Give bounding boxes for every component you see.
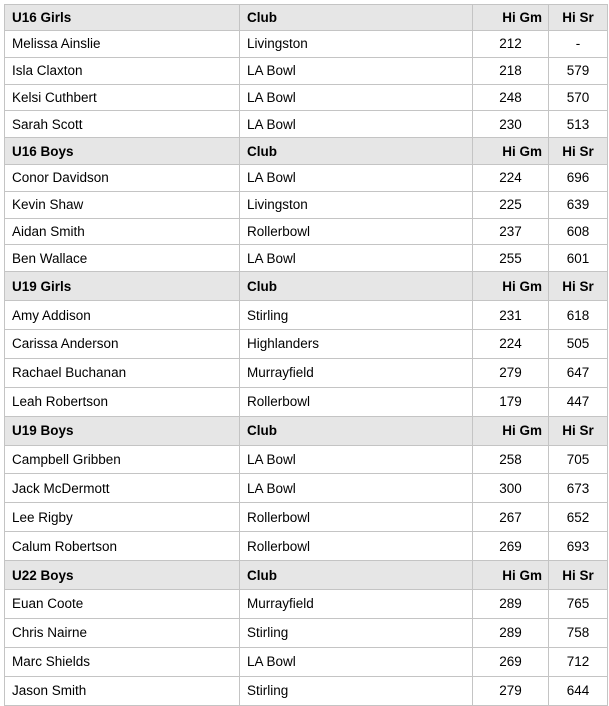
table-row (5, 329, 608, 358)
table-row (5, 111, 608, 138)
table-row (5, 532, 608, 561)
table-row (5, 31, 608, 58)
group-title: U19 Girls (5, 272, 240, 301)
group-title: U22 Boys (5, 561, 240, 590)
player-name: Marc Shields (5, 647, 240, 676)
hi-series-value: 447 (549, 387, 608, 416)
hi-game-value: 248 (473, 84, 549, 111)
hi-game-value: 269 (473, 532, 549, 561)
table-row (5, 474, 608, 503)
hi-series-value: 765 (549, 589, 608, 618)
table-row (5, 618, 608, 647)
group-header-row (5, 138, 608, 165)
hi-series-value: - (549, 31, 608, 58)
player-name: Euan Coote (5, 589, 240, 618)
hi-game-value: 279 (473, 358, 549, 387)
player-club: LA Bowl (240, 84, 473, 111)
hi-game-value: 237 (473, 218, 549, 245)
hi-series-value: 570 (549, 84, 608, 111)
club-column-header: Club (240, 138, 473, 165)
player-club: Stirling (240, 618, 473, 647)
hi-game-value: 212 (473, 31, 549, 58)
player-name: Rachael Buchanan (5, 358, 240, 387)
hi-series-value: 673 (549, 474, 608, 503)
table-row (5, 164, 608, 191)
hi-series-value: 513 (549, 111, 608, 138)
table-row (5, 387, 608, 416)
hi-series-value: 644 (549, 676, 608, 705)
player-name: Conor Davidson (5, 164, 240, 191)
player-name: Lee Rigby (5, 503, 240, 532)
hi-series-value: 712 (549, 647, 608, 676)
player-club: Murrayfield (240, 589, 473, 618)
hi-game-value: 279 (473, 676, 549, 705)
hi-series-value: 618 (549, 301, 608, 330)
group-header-row (5, 416, 608, 445)
player-name: Amy Addison (5, 301, 240, 330)
hi-sr-column-header: Hi Sr (549, 416, 608, 445)
player-club: LA Bowl (240, 111, 473, 138)
group-header-row (5, 272, 608, 301)
table-row (5, 647, 608, 676)
player-club: LA Bowl (240, 164, 473, 191)
results-table (4, 4, 608, 706)
player-name: Kevin Shaw (5, 191, 240, 218)
hi-series-value: 601 (549, 245, 608, 272)
hi-series-value: 705 (549, 445, 608, 474)
results-table-body (5, 5, 608, 706)
player-club: Livingston (240, 31, 473, 58)
player-name: Chris Nairne (5, 618, 240, 647)
player-club: Highlanders (240, 329, 473, 358)
hi-game-value: 230 (473, 111, 549, 138)
hi-game-value: 289 (473, 618, 549, 647)
player-club: Stirling (240, 301, 473, 330)
group-header-row (5, 561, 608, 590)
player-club: Rollerbowl (240, 218, 473, 245)
player-club: Stirling (240, 676, 473, 705)
player-club: LA Bowl (240, 647, 473, 676)
club-column-header: Club (240, 561, 473, 590)
group-header-row (5, 5, 608, 31)
hi-game-value: 224 (473, 329, 549, 358)
table-row (5, 245, 608, 272)
player-club: LA Bowl (240, 57, 473, 84)
table-row (5, 358, 608, 387)
group-title: U16 Girls (5, 5, 240, 31)
hi-sr-column-header: Hi Sr (549, 272, 608, 301)
player-club: Murrayfield (240, 358, 473, 387)
hi-game-value: 300 (473, 474, 549, 503)
table-row (5, 445, 608, 474)
hi-series-value: 639 (549, 191, 608, 218)
club-column-header: Club (240, 5, 473, 31)
table-row (5, 503, 608, 532)
hi-game-value: 269 (473, 647, 549, 676)
hi-gm-column-header: Hi Gm (473, 138, 549, 165)
hi-gm-column-header: Hi Gm (473, 416, 549, 445)
player-club: Livingston (240, 191, 473, 218)
table-row (5, 191, 608, 218)
player-club: LA Bowl (240, 474, 473, 503)
hi-series-value: 693 (549, 532, 608, 561)
player-name: Carissa Anderson (5, 329, 240, 358)
hi-game-value: 218 (473, 57, 549, 84)
hi-game-value: 224 (473, 164, 549, 191)
group-title: U16 Boys (5, 138, 240, 165)
player-name: Leah Robertson (5, 387, 240, 416)
hi-series-value: 505 (549, 329, 608, 358)
club-column-header: Club (240, 272, 473, 301)
table-row (5, 84, 608, 111)
player-name: Calum Robertson (5, 532, 240, 561)
player-name: Isla Claxton (5, 57, 240, 84)
hi-sr-column-header: Hi Sr (549, 561, 608, 590)
group-title: U19 Boys (5, 416, 240, 445)
club-column-header: Club (240, 416, 473, 445)
hi-sr-column-header: Hi Sr (549, 138, 608, 165)
hi-gm-column-header: Hi Gm (473, 5, 549, 31)
hi-series-value: 608 (549, 218, 608, 245)
table-row (5, 676, 608, 705)
table-row (5, 589, 608, 618)
hi-game-value: 258 (473, 445, 549, 474)
hi-game-value: 289 (473, 589, 549, 618)
table-row (5, 301, 608, 330)
player-club: LA Bowl (240, 445, 473, 474)
hi-game-value: 255 (473, 245, 549, 272)
player-name: Kelsi Cuthbert (5, 84, 240, 111)
player-name: Jason Smith (5, 676, 240, 705)
player-name: Melissa Ainslie (5, 31, 240, 58)
player-name: Aidan Smith (5, 218, 240, 245)
player-club: Rollerbowl (240, 532, 473, 561)
player-name: Campbell Gribben (5, 445, 240, 474)
player-name: Ben Wallace (5, 245, 240, 272)
hi-gm-column-header: Hi Gm (473, 561, 549, 590)
player-club: Rollerbowl (240, 503, 473, 532)
hi-game-value: 225 (473, 191, 549, 218)
table-row (5, 218, 608, 245)
player-club: LA Bowl (240, 245, 473, 272)
hi-sr-column-header: Hi Sr (549, 5, 608, 31)
player-club: Rollerbowl (240, 387, 473, 416)
hi-series-value: 579 (549, 57, 608, 84)
player-name: Sarah Scott (5, 111, 240, 138)
player-name: Jack McDermott (5, 474, 240, 503)
hi-gm-column-header: Hi Gm (473, 272, 549, 301)
hi-game-value: 231 (473, 301, 549, 330)
hi-series-value: 652 (549, 503, 608, 532)
hi-series-value: 647 (549, 358, 608, 387)
hi-game-value: 267 (473, 503, 549, 532)
hi-game-value: 179 (473, 387, 549, 416)
table-row (5, 57, 608, 84)
hi-series-value: 696 (549, 164, 608, 191)
hi-series-value: 758 (549, 618, 608, 647)
